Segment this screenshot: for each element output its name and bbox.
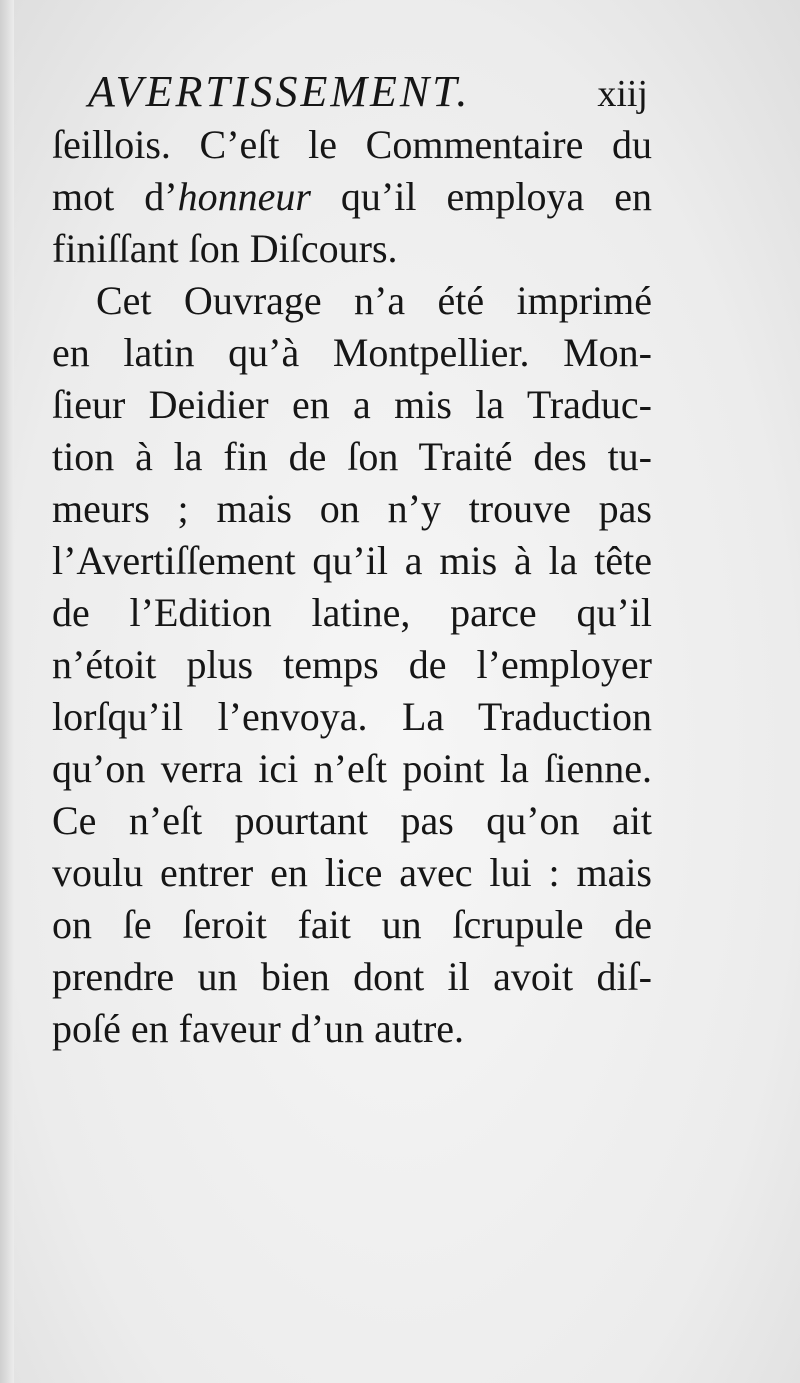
page-gutter-shadow — [0, 0, 14, 1383]
page-number: xiij — [597, 73, 648, 115]
text-line: meurs ; mais on n’y trouve pas — [52, 486, 652, 531]
text-line: on ſe ſeroit fait un ſcrupule de — [52, 902, 652, 947]
text-segment: mot d’ — [52, 174, 178, 219]
italic-word: honneur — [177, 174, 311, 219]
text-line — [52, 171, 652, 223]
text-line: prendre un bien dont il avoit diſ- — [52, 954, 652, 999]
text-line: n’étoit plus temps de l’employer — [52, 642, 652, 687]
text-line: voulu entrer en lice avec lui : mais — [52, 850, 652, 895]
text-line: qu’on verra ici n’eſt point la ſienne. — [52, 746, 652, 791]
text-line: tion à la fin de ſon Traité des tu- — [52, 434, 652, 479]
text-line: ſieur Deidier en a mis la Traduc- — [52, 382, 652, 427]
text-line: Cet Ouvrage n’a été imprimé — [96, 278, 652, 323]
text-segment: qu’il employa en — [310, 174, 652, 219]
text-line: Ce n’eſt pourtant pas qu’on ait — [52, 798, 652, 843]
text-line: de l’Edition latine, parce qu’il — [52, 590, 652, 635]
text-line: en latin qu’à Montpellier. Mon- — [52, 330, 652, 375]
text-line: poſé en faveur d’un autre. — [52, 1006, 465, 1051]
text-line: l’Avertiſſement qu’il a mis à la tête — [52, 538, 652, 583]
running-title: AVERTISSEMENT. — [88, 67, 471, 116]
text-line: ſeillois. C’eſt le Commentaire du — [52, 122, 652, 167]
running-header — [88, 62, 648, 122]
body-text — [52, 119, 652, 1055]
text-line: finiſſant ſon Diſcours. — [52, 226, 398, 271]
text-line: lorſqu’il l’envoya. La Traduction — [52, 694, 652, 739]
